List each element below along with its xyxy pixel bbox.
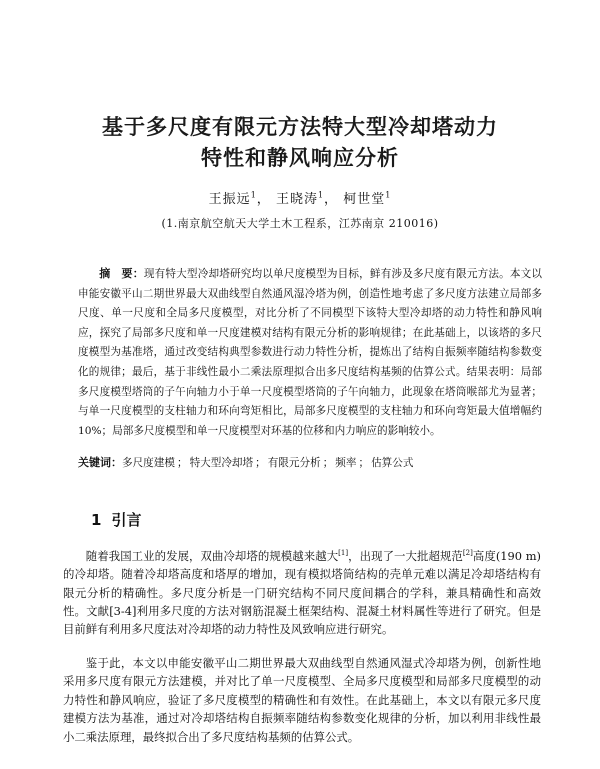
paper-title-line-1: 基于多尺度有限元方法特大型冷却塔动力 — [102, 115, 498, 139]
author-affiliation-mark: 1 — [317, 190, 325, 200]
author-name: 王晓涛 — [275, 192, 318, 207]
keyword: 频率 — [335, 457, 357, 469]
keywords — [78, 453, 542, 473]
keywords-label: 关键词： — [78, 456, 122, 469]
section-heading — [91, 509, 141, 530]
section-number: 1 — [91, 511, 102, 529]
keyword-separator: ； — [255, 457, 266, 469]
keyword: 特大型冷却塔 — [189, 457, 254, 469]
author-affiliation-mark: 1 — [385, 190, 392, 200]
keyword-separator: ； — [176, 457, 188, 469]
abstract — [78, 264, 542, 441]
author-affiliation-mark: 1 — [250, 190, 257, 200]
citation: [2] — [462, 549, 473, 557]
author-separator: ， — [256, 192, 271, 207]
section-title: 引言 — [111, 511, 142, 529]
keyword-separator: ； — [358, 457, 370, 469]
keyword-separator: ； — [322, 457, 334, 469]
paper-title-line-2: 特性和静风响应分析 — [201, 146, 399, 170]
keyword: 估算公式 — [371, 457, 414, 469]
affiliation: (1.南京航空航天大学土木工程系，江苏南京 210016) — [161, 217, 439, 230]
body-paragraph — [63, 544, 541, 639]
keyword: 有限元分析 — [267, 457, 321, 469]
body-text-segment: ，出现了一大批超规范 — [348, 548, 463, 563]
keyword: 多尺度建模 — [122, 457, 175, 469]
abstract-label: 摘 要： — [99, 267, 144, 280]
citation: [1] — [338, 549, 349, 557]
author-name: 柯世堂 — [343, 192, 386, 207]
body-paragraph: 鉴于此，本文以申能安徽平山二期世界最大双曲线型自然通风湿式冷却塔为例，创新性地采用多尺度有限元方法建模，并对比了单一尺度模型、全局多尺度模型和局部多尺度模型的动力特性和静风响应，验证了多尺度模型的精确性和有效性。在此基础上，本文以有限元多尺度建模方法为基准，通过对冷却塔结构自振频率随结构参数变化规律的分析，加以利用非线性最小二乘法原理，最终拟合出了多尺度结构基频的估算公式。 — [63, 656, 541, 744]
author-list — [0, 188, 600, 207]
body-text-segment: 随着我国工业的发展，双曲冷却塔的规模越来越大 — [85, 548, 339, 563]
abstract-text: 现有特大型冷却塔研究均以单尺度模型为目标，鲜有涉及多尺度有限元方法。本文以申能安徽平山二期世界最大双曲线型自然通风湿冷塔为例，创造性地考虑了多尺度方法建立局部多尺度、单一尺度和全局多尺度模型，对比分析了不同模型下该特大型冷却塔的动力特性和静风响应，探究了局部多尺度和单一尺度建模对结构有限元分析的影响规律；在此基础上，以该塔的多尺度模型为基准塔，通过改变结构典型参数进行动力特性分析，提炼出了结构自振频率随结构参数变化的规律；最后，基于非线性最小二乘法原理拟合出多尺度结构基频的估算公式。结果表明：局部多尺度模型塔筒的子午向轴力小于单一尺度模型塔筒的子午向轴力，此现象在塔筒喉部尤为显著；与单一尺度模型的支柱轴力和环向弯矩相比，局部多尺度模型的支柱轴力和环向弯矩最大值增幅约10%；局部多尺度模型和单一尺度模型对环基的位移和内力响应的影响较小。 — [78, 268, 542, 437]
body-text-segment: 高度(190 m)的冷却塔。随着冷却塔高度和塔厚的增加，现有模拟塔筒结构的壳单元难以满足冷却塔结构有限元分析的精确性。多尺度分析是一门研究结构不同尺度间耦合的学科，兼具精确性和高效性。文献[3-4]利用多尺度的方法对钢筋混凝土框架结构、混凝土材料属性等进行了研究。但是目前鲜有利用多尺度法对冷却塔的动力特性及风致响应进行研究。 — [63, 548, 541, 637]
author-name: 王振远 — [208, 192, 251, 207]
author-separator: ， — [324, 192, 339, 207]
